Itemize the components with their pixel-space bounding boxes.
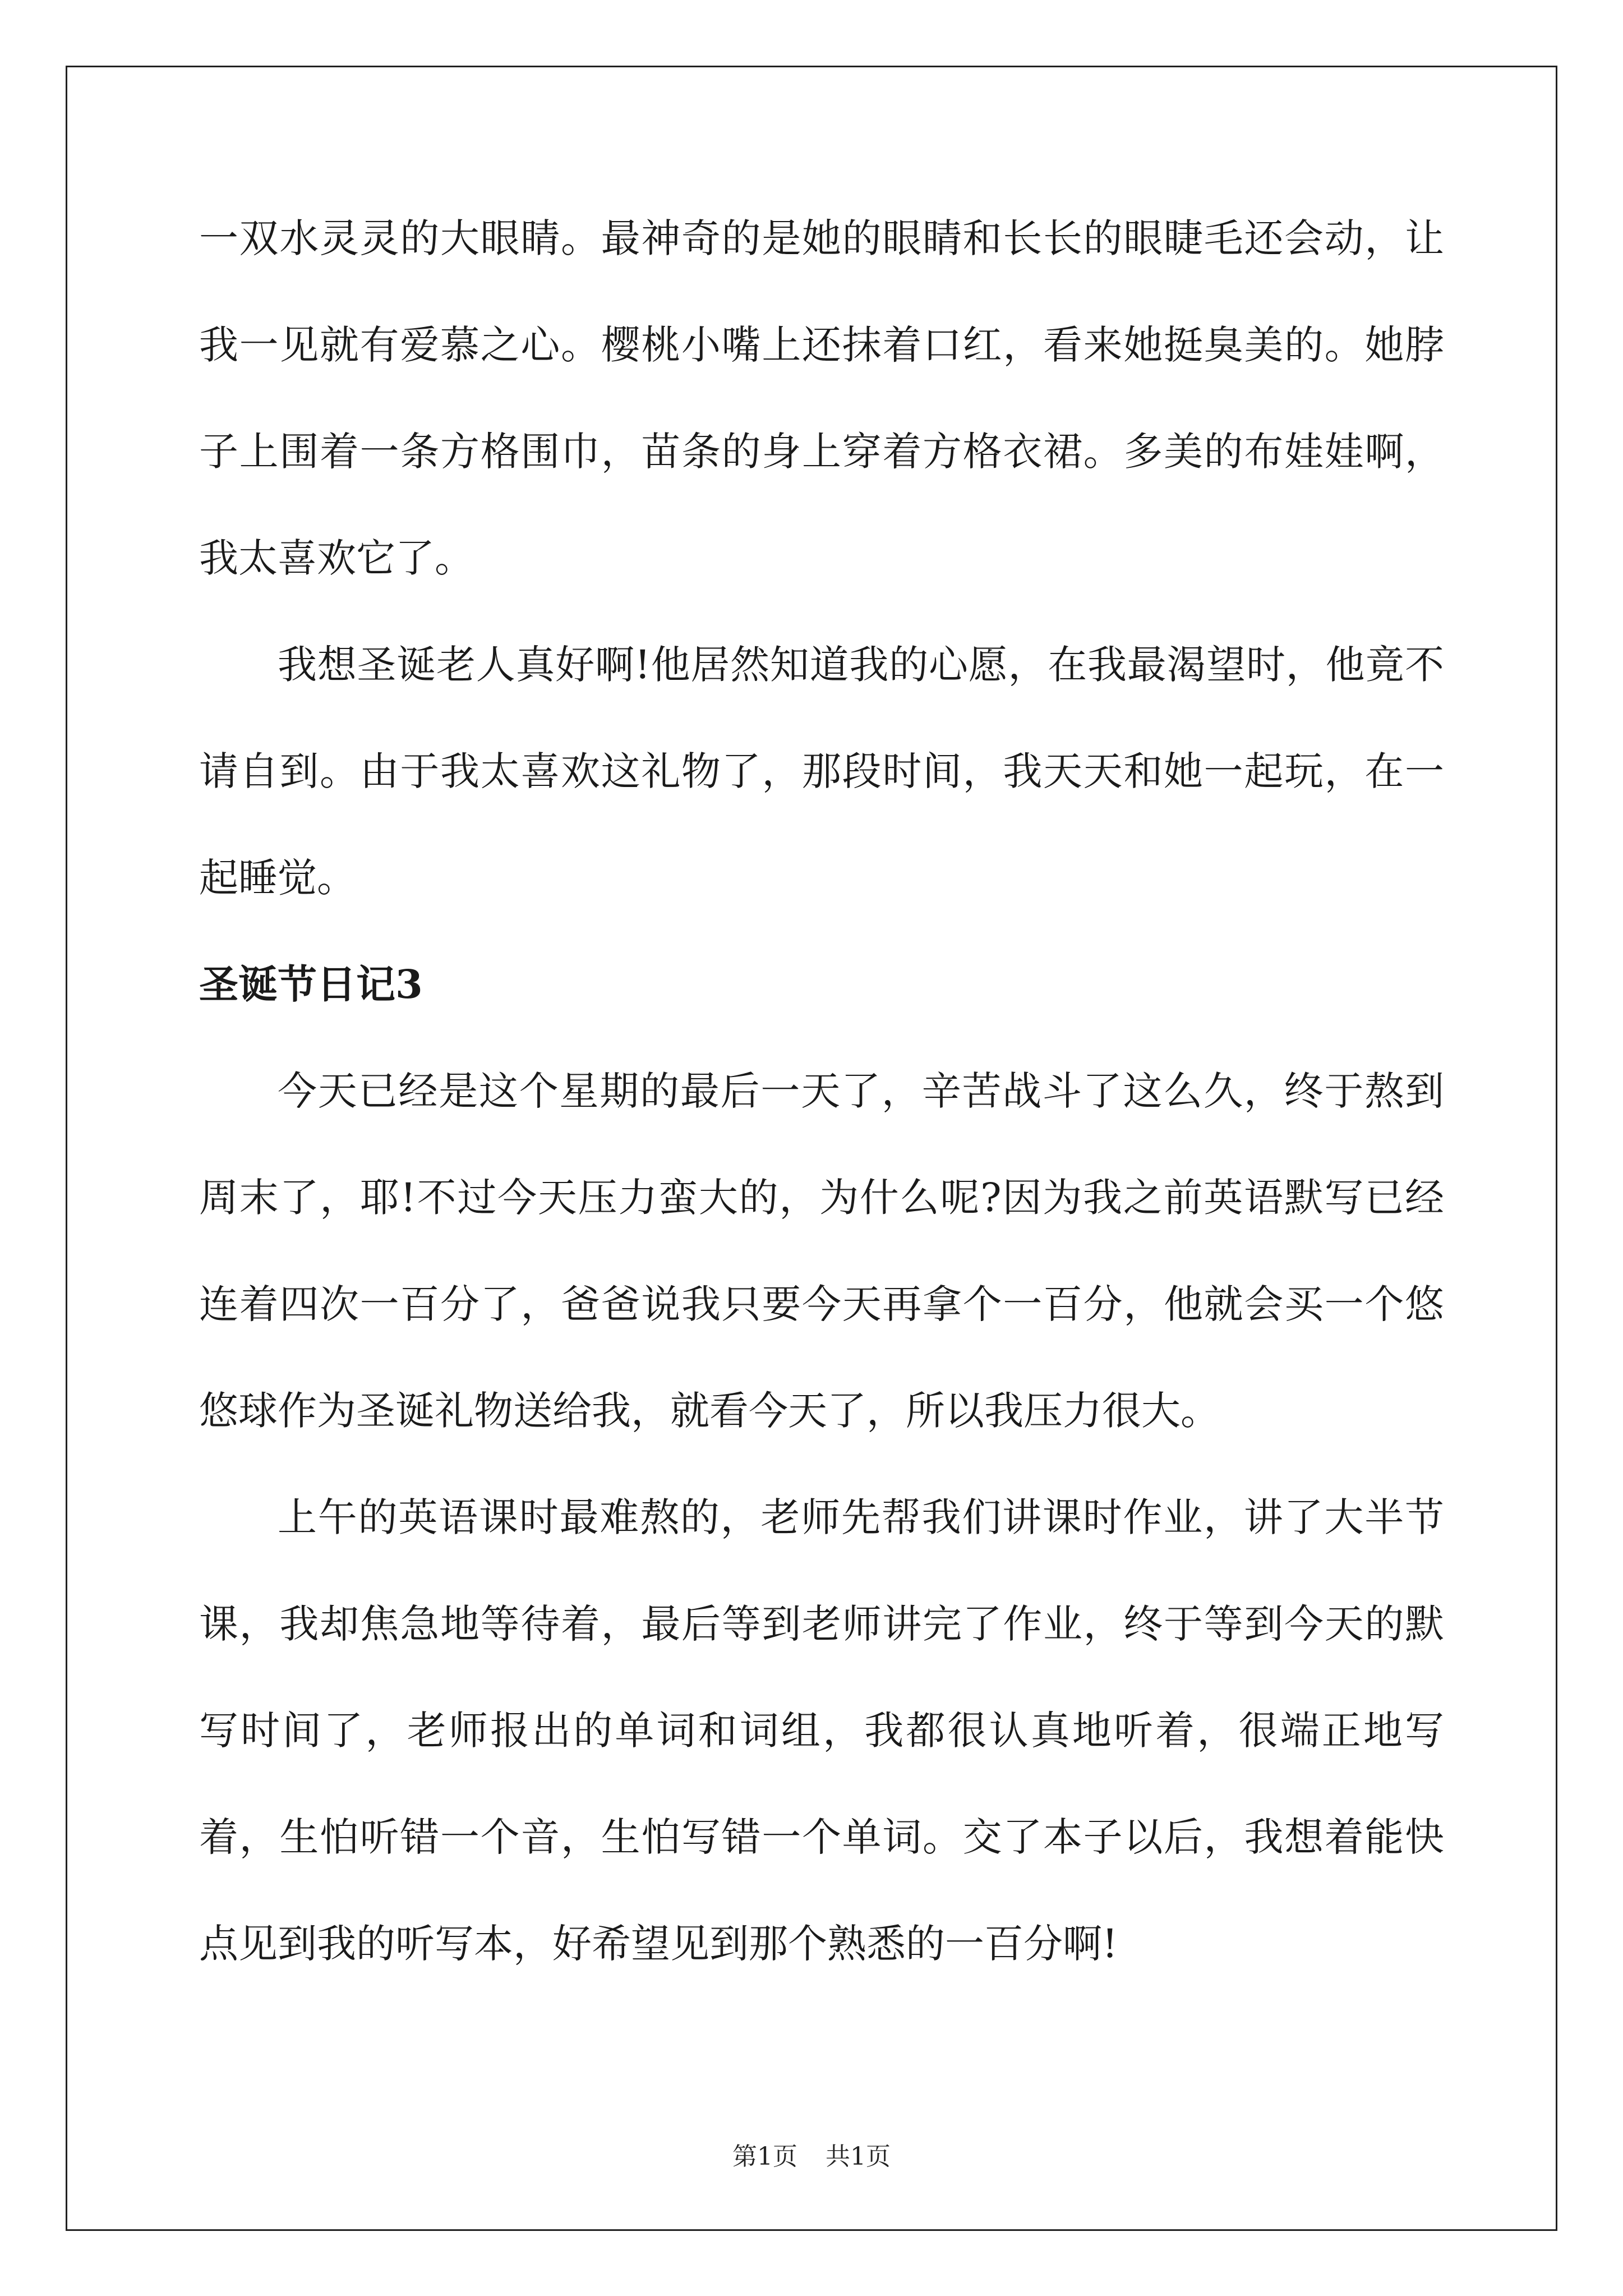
paragraph-1: 一双水灵灵的大眼睛。最神奇的是她的眼睛和长长的眼睫毛还会动，让我一见就有爱慕之心。樱桃小嘴上还抹着口红，看来她挺臭美的。她脖子上围着一条方格围巾，苗条的身上穿着方格衣裙。多美的布娃娃啊，我太喜欢它了。 (199, 215, 1444, 581)
paragraph-4: 上午的英语课时最难熬的，老师先帮我们讲课时作业，讲了大半节课，我却焦急地等待着，最后等到老师讲完了作业，终于等到今天的默写时间了，老师报出的单词和词组，我都很认真地听着，很端正地写着，生怕听错一个音，生怕写错一个单词。交了本子以后，我想着能快点见到我的听写本，好希望见到那个熟悉的一百分啊! (199, 1494, 1444, 1967)
page-total: 共1页 (826, 2142, 891, 2171)
document-body (199, 185, 1444, 1997)
paragraph-3: 今天已经是这个星期的最后一天了，辛苦战斗了这么久，终于熬到周末了，耶!不过今天压力蛮大的，为什么呢?因为我之前英语默写已经连着四次一百分了，爸爸说我只要今天再拿个一百分，他就会买一个悠悠球作为圣诞礼物送给我，就看今天了，所以我压力很大。 (199, 1068, 1444, 1434)
section-heading: 圣诞节日记3 (199, 961, 423, 1007)
page-footer (0, 2140, 1623, 2174)
paragraph-2: 我想圣诞老人真好啊!他居然知道我的心愿，在我最渴望时，他竟不请自到。由于我太喜欢这礼物了，那段时间，我天天和她一起玩，在一起睡觉。 (199, 642, 1444, 901)
page-number: 第1页 (732, 2142, 797, 2171)
